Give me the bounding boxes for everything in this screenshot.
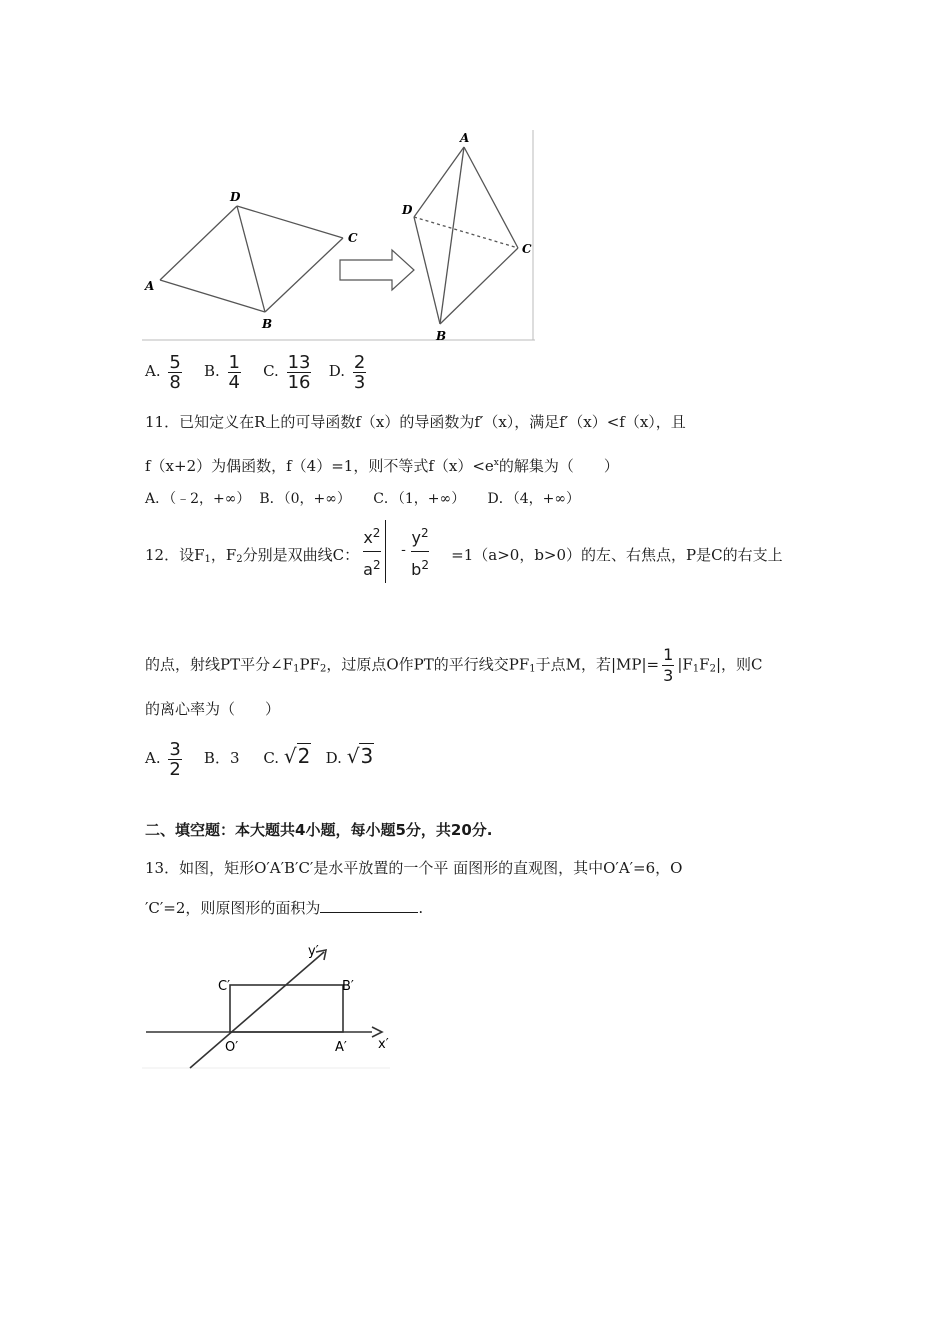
q12-line-2: 的点，射线PT平分$\angle F_1PF_2$，过原点O作PT的平行线交$PF_1$于点M，若|MP|= $\frac{1}{3}$ $|F_1F_2|$，则C <box>145 645 763 685</box>
fraction: $\frac{1}{3}$ <box>663 645 674 685</box>
q11-option-a[interactable]: A．（﹣2，+∞） <box>145 491 251 507</box>
left-label-C: C <box>348 231 358 245</box>
q11-option-c[interactable]: C．（1，+∞） <box>373 491 466 507</box>
fraction: $\frac{5}{8}$ <box>169 351 181 393</box>
fold-figure <box>140 128 540 348</box>
y-axis <box>190 952 324 1068</box>
left-label-B: B <box>262 317 273 331</box>
fold-arrow-icon <box>340 250 414 290</box>
q12-option-a[interactable]: A. $\frac{3}{2}$ <box>145 738 181 780</box>
label-c-prime: C′ <box>218 979 231 994</box>
q11-line-2: f（x+2）为偶函数，f（4）=1，则不等式$f(x)<e^x$的解集为（ ） <box>145 457 619 475</box>
right-label-D: D <box>402 203 413 217</box>
q10-option-a[interactable]: A. $\frac{5}{8}$ <box>145 351 181 393</box>
rectangle-oabc <box>230 985 343 1032</box>
q10-option-d[interactable]: D. $\frac{2}{3}$ <box>328 351 366 393</box>
hyperbola-equation: $x^2$ $a^2$ - $y^2$ $b^2$ <box>359 540 451 560</box>
label-y-prime: y′ <box>308 944 319 959</box>
oblique-projection-figure <box>140 938 400 1078</box>
fraction: $\frac{1}{4}$ <box>228 351 240 393</box>
fraction: $\frac{13}{16}$ <box>287 351 311 393</box>
q10-options <box>145 352 369 392</box>
right-label-C: C <box>522 242 532 256</box>
label-o-prime: O′ <box>225 1040 239 1055</box>
label-x-prime: x′ <box>378 1037 389 1052</box>
sqrt: √2 <box>283 744 311 768</box>
label-b-prime: B′ <box>342 979 354 994</box>
folded-tetrahedron <box>414 147 518 324</box>
fraction: $\frac{3}{2}$ <box>169 738 181 780</box>
left-label-D: D <box>230 190 241 204</box>
q12-option-b[interactable]: B．3 <box>203 749 240 767</box>
q10-option-b[interactable]: B. $\frac{1}{4}$ <box>203 351 240 393</box>
q12-option-d[interactable]: D. √3 <box>325 744 374 768</box>
label-a-prime: A′ <box>335 1040 347 1055</box>
right-label-B: B <box>436 329 447 343</box>
q10-option-c[interactable]: C. $\frac{13}{16}$ <box>263 351 311 393</box>
q13-line-1: 13．如图，矩形O′A′B′C′是水平放置的一个平 面图形的直观图，其中O′A′=6，O <box>145 859 683 877</box>
section-heading: 二、填空题：本大题共4小题，每小题5分，共20分. <box>145 821 493 839</box>
left-label-A: A <box>145 279 155 293</box>
q11-option-b[interactable]: B．（0，+∞） <box>259 491 351 507</box>
answer-blank[interactable] <box>320 898 418 913</box>
q13-line-2: ′C′=2，则原图形的面积为 . <box>145 899 424 917</box>
fraction: $\frac{2}{3}$ <box>353 351 366 393</box>
q12-options <box>145 736 374 779</box>
q12-line-3: 的离心率为（ ） <box>145 700 281 718</box>
q11-line-1: 11．已知定义在R上的可导函数f（x）的导函数为f′（x），满足f′（x）<f（x），且 <box>145 413 686 431</box>
q11-options <box>145 489 580 509</box>
q12-line-1: 12．设$F_1$，$F_2$分别是双曲线C： $x^2$ $a^2$ - $y^2$ $b^2$ =1（a>0，b>0）的左、右焦点，P是C的右支上 <box>145 540 783 570</box>
right-label-A: A <box>460 131 470 145</box>
x-axis-arrow-icon <box>372 1027 382 1037</box>
q12-option-c[interactable]: C. √2 <box>263 744 311 768</box>
sqrt: √3 <box>346 744 374 768</box>
q11-option-d[interactable]: D．（4，+∞） <box>487 491 580 507</box>
planar-quadrilateral <box>160 206 343 312</box>
